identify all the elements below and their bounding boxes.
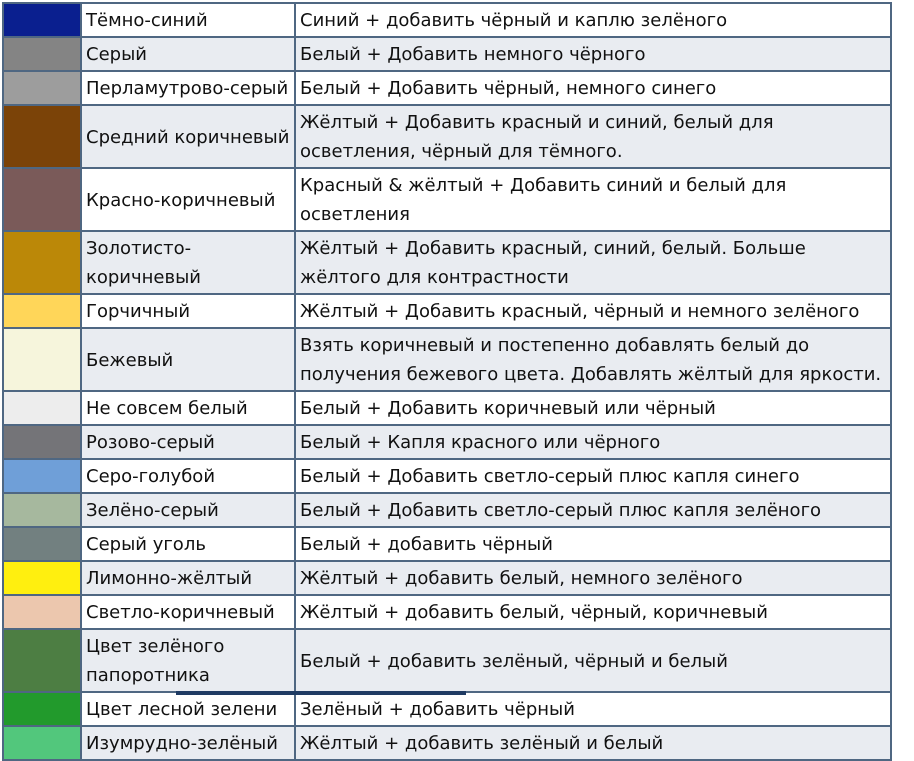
color-swatch xyxy=(3,527,81,561)
mixing-recipe: Жёлтый + добавить белый, немного зелёного xyxy=(295,561,891,595)
color-swatch xyxy=(3,425,81,459)
color-name: Серый xyxy=(81,37,295,71)
color-swatch xyxy=(3,692,81,726)
table-row xyxy=(3,294,891,328)
color-name: Цвет лесной зелени xyxy=(81,692,295,726)
mixing-recipe: Белый + Добавить немного чёрного xyxy=(295,37,891,71)
color-name: Перламутрово-серый xyxy=(81,71,295,105)
color-name: Красно-коричневый xyxy=(81,168,295,231)
color-name: Средний коричневый xyxy=(81,105,295,168)
color-swatch xyxy=(3,595,81,629)
table-row xyxy=(3,595,891,629)
mixing-recipe: Белый + Капля красного или чёрного xyxy=(295,425,891,459)
mixing-recipe: Жёлтый + добавить зелёный и белый xyxy=(295,726,891,760)
color-name: Лимонно-жёлтый xyxy=(81,561,295,595)
color-swatch xyxy=(3,3,81,37)
color-name: Не совсем белый xyxy=(81,391,295,425)
mixing-recipe: Белый + добавить чёрный xyxy=(295,527,891,561)
color-name: Тёмно-синий xyxy=(81,3,295,37)
bottom-edge-bar xyxy=(176,691,466,695)
color-swatch xyxy=(3,168,81,231)
mixing-recipe: Взять коричневый и постепенно добавлять белый до получения бежевого цвета. Добавлять жёлтый для яркости. xyxy=(295,328,891,391)
mixing-recipe: Жёлтый + Добавить красный и синий, белый для осветления, чёрный для тёмного. xyxy=(295,105,891,168)
color-swatch xyxy=(3,629,81,692)
table-row xyxy=(3,391,891,425)
table-row xyxy=(3,231,891,294)
mixing-recipe: Белый + Добавить коричневый или чёрный xyxy=(295,391,891,425)
table-body xyxy=(3,3,891,760)
table-row xyxy=(3,71,891,105)
color-swatch xyxy=(3,328,81,391)
mixing-recipe: Зелёный + добавить чёрный xyxy=(295,692,891,726)
color-swatch xyxy=(3,493,81,527)
color-swatch xyxy=(3,294,81,328)
table-row xyxy=(3,561,891,595)
table-row xyxy=(3,3,891,37)
mixing-recipe: Белый + Добавить светло-серый плюс капля зелёного xyxy=(295,493,891,527)
mixing-recipe: Белый + Добавить светло-серый плюс капля синего xyxy=(295,459,891,493)
color-swatch xyxy=(3,391,81,425)
color-name: Бежевый xyxy=(81,328,295,391)
color-name: Золотисто-коричневый xyxy=(81,231,295,294)
table-row xyxy=(3,168,891,231)
table-row xyxy=(3,37,891,71)
mixing-recipe: Жёлтый + Добавить красный, синий, белый. Больше жёлтого для контрастности xyxy=(295,231,891,294)
mixing-recipe: Белый + Добавить чёрный, немного синего xyxy=(295,71,891,105)
mixing-recipe: Синий + добавить чёрный и каплю зелёного xyxy=(295,3,891,37)
mixing-recipe: Жёлтый + Добавить красный, чёрный и немного зелёного xyxy=(295,294,891,328)
table-row xyxy=(3,459,891,493)
color-swatch xyxy=(3,105,81,168)
color-name: Серый уголь xyxy=(81,527,295,561)
color-swatch xyxy=(3,726,81,760)
mixing-recipe: Красный & жёлтый + Добавить синий и белый для осветления xyxy=(295,168,891,231)
color-name: Розово-серый xyxy=(81,425,295,459)
table-row xyxy=(3,726,891,760)
color-swatch xyxy=(3,71,81,105)
color-swatch xyxy=(3,37,81,71)
table-row xyxy=(3,527,891,561)
color-name: Горчичный xyxy=(81,294,295,328)
color-name: Цвет зелёного папоротника xyxy=(81,629,295,692)
mixing-recipe: Белый + добавить зелёный, чёрный и белый xyxy=(295,629,891,692)
table-row xyxy=(3,105,891,168)
table-row xyxy=(3,692,891,726)
table-row xyxy=(3,493,891,527)
color-name: Зелёно-серый xyxy=(81,493,295,527)
color-name: Изумрудно-зелёный xyxy=(81,726,295,760)
mixing-recipe: Жёлтый + добавить белый, чёрный, коричневый xyxy=(295,595,891,629)
color-mixing-table xyxy=(2,2,892,761)
table-row xyxy=(3,328,891,391)
color-name: Светло-коричневый xyxy=(81,595,295,629)
color-swatch xyxy=(3,231,81,294)
color-swatch xyxy=(3,561,81,595)
table-row xyxy=(3,425,891,459)
color-name: Серо-голубой xyxy=(81,459,295,493)
table-row xyxy=(3,629,891,692)
color-swatch xyxy=(3,459,81,493)
